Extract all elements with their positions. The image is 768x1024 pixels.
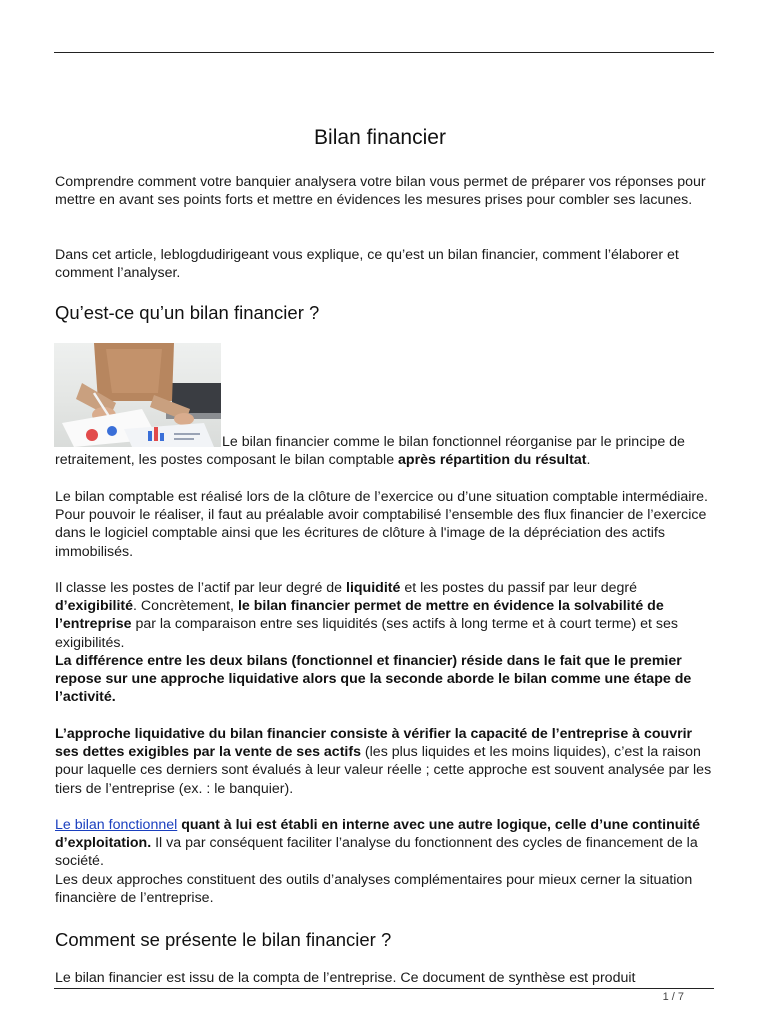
intro-paragraph-2: Dans cet article, leblogdudirigeant vous explique, ce qu’est un bilan financier, comment l’élaborer et comment l’analyser. xyxy=(55,247,679,282)
header-rule xyxy=(54,52,714,53)
paragraph-bilan-comptable: Le bilan comptable est réalisé lors de la clôture de l’exercice ou d’une situation comptable intermédiaire. Pour pouvoir le réaliser, il faut au préalable avoir comptabilisé l’ensemble des flux financier de l’exercice dans le logiciel comptable ainsi que les écritures de clôture à l'image de la dépréciation des actifs immobilisés. xyxy=(55,489,708,560)
section-heading-what-is: Qu’est-ce qu’un bilan financier ? xyxy=(55,302,320,323)
intro-paragraph-1: Comprendre comment votre banquier analysera votre bilan vous permet de préparer vos réponses pour mettre en avant ses points forts et mettre en évidences les mesures prises pour combler ses lacunes. xyxy=(55,174,706,209)
footer-rule xyxy=(54,988,714,989)
document-title: Bilan financier xyxy=(314,126,446,149)
section-heading-presentation: Comment se présente le bilan financier ? xyxy=(55,929,392,950)
paragraph-compta: Le bilan financier est issu de la compta de l’entreprise. Ce document de synthèse est produit xyxy=(55,970,636,986)
bilan-fonctionnel-link[interactable]: Le bilan fonctionnel xyxy=(55,817,178,833)
paragraph-approche-liquidative: L’approche liquidative du bilan financier consiste à vérifier la capacité de l’entreprise à couvrir ses dettes exigibles par la vente de ses actifs (les plus liquides et les moins liquides), c’est la raison pour laquelle ces derniers sont évalués à leur valeur réelle ; cette approche est souvent analysée par les tiers de l’entreprise (ex. : le banquier). xyxy=(55,726,712,797)
page-number: 1 / 7 xyxy=(662,991,684,1003)
paragraph-retraitement: Le bilan financier comme le bilan fonctionnel réorganise par le principe de retraitement, les postes composant le bilan comptable après répartition du résultat. xyxy=(55,434,685,469)
paragraph-bilan-fonctionnel: Le bilan fonctionnel quant à lui est établi en interne avec une autre logique, celle d’une continuité d’exploitation. Il va par conséquent faciliter l’analyse du fonctionnent des cycles de financement de la société. Les deux approches constituent des outils d’analyses complémentaires pour mieux cerner la situation financière de l’entreprise. xyxy=(55,817,700,906)
photo-illustration xyxy=(54,343,221,447)
paragraph-liquidite: Il classe les postes de l’actif par leur degré de liquidité et les postes du passif par leur degré d’exigibilité. Concrètement, le bilan financier permet de mettre en évidence la solvabilité de l’entreprise par la comparaison entre ses liquidités (ses actifs à long terme et à court terme) et ses exigibilités. La différence entre les deux bilans (fonctionnel et financier) réside dans le fait que le premier repose sur une approche liquidative alors que la seconde aborde le bilan comme une étape de l’activité. xyxy=(55,580,692,706)
article-photo xyxy=(54,343,221,447)
